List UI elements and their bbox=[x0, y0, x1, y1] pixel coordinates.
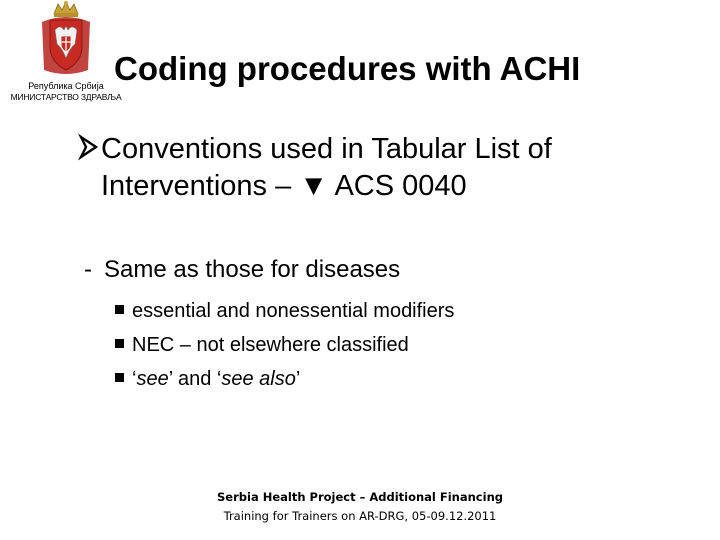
item-text-e: ’ bbox=[295, 368, 301, 390]
square-bullet-icon bbox=[115, 373, 124, 382]
square-bullet-icon bbox=[115, 339, 124, 348]
ministry-label bbox=[0, 81, 132, 103]
item-text: NEC – not elsewhere classified bbox=[132, 334, 409, 356]
footer-line-2: Training for Trainers on AR-DRG, 05-09.12.2011 bbox=[223, 509, 497, 523]
main-bullet-line-1: Conventions used in Tabular List of bbox=[101, 133, 552, 165]
arrow-bullet-icon bbox=[78, 131, 100, 161]
item-text-c: ’ and ‘ bbox=[168, 368, 222, 390]
dash-bullet: - bbox=[84, 256, 92, 283]
item-text-see-also: see also bbox=[221, 368, 296, 390]
list-item bbox=[115, 362, 454, 396]
item-text-a: ‘ bbox=[132, 368, 137, 390]
org-line-1: Република Србија bbox=[28, 81, 104, 91]
item-text: essential and nonessential modifiers bbox=[132, 300, 455, 322]
footer-line-1: Serbia Health Project – Additional Financing bbox=[217, 490, 503, 504]
org-line-2: МИНИСТАРСТВО ЗДРАВЉА bbox=[10, 92, 122, 102]
main-bullet-line-2: Interventions – ▼ ACS 0040 bbox=[101, 170, 467, 202]
footer bbox=[190, 488, 530, 526]
main-bullet bbox=[78, 131, 698, 205]
sub-bullet-text: Same as those for diseases bbox=[104, 256, 401, 283]
page-title: Coding procedures with ACHI bbox=[114, 50, 581, 87]
item-list bbox=[115, 294, 454, 396]
list-item bbox=[115, 294, 454, 328]
sub-bullet bbox=[84, 256, 400, 284]
list-item bbox=[115, 328, 454, 362]
item-text-see: see bbox=[136, 368, 169, 390]
serbian-coat-of-arms-icon bbox=[36, 0, 96, 80]
square-bullet-icon bbox=[115, 305, 124, 314]
